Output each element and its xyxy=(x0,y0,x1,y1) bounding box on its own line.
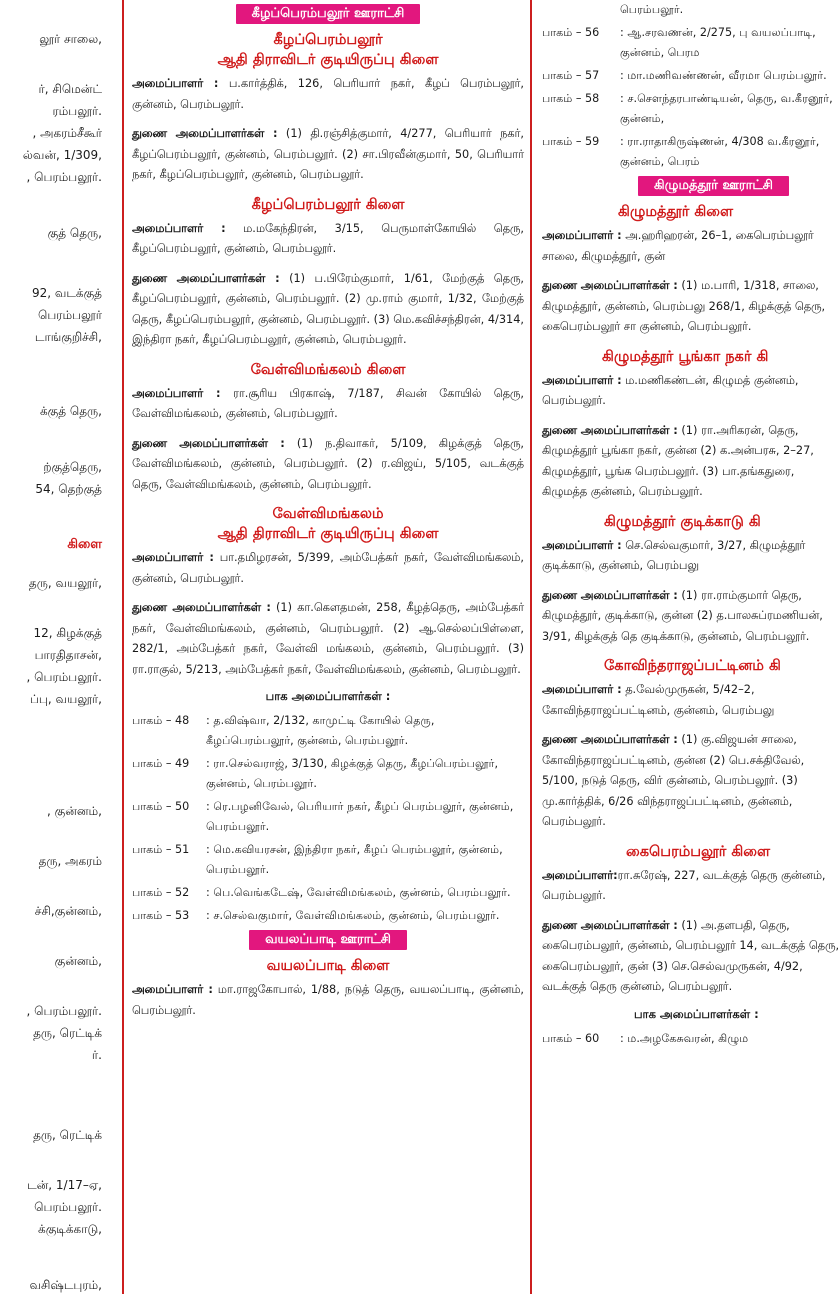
booth-row xyxy=(542,1029,840,1049)
text-fragment: , குன்னம், xyxy=(47,804,102,818)
text-fragment: வசிஷ்டபுரம், xyxy=(29,1278,102,1292)
role-label: அமைப்பாளர்: xyxy=(542,868,618,882)
text-fragment: லூர் சாலை, xyxy=(39,32,102,46)
text-fragment: ர், சிமென்ட் xyxy=(38,82,102,96)
text-fragment: டன், 1/17–ஏ, xyxy=(27,1178,102,1192)
text-fragment: டாங்குறிச்சி, xyxy=(34,330,102,344)
middle-column xyxy=(126,0,530,1294)
deputy-paragraph xyxy=(542,730,840,833)
role-text: (1) ப.பிரேம்குமார், 1/61, மேற்குத் தெரு, கீழப்பெரம்பலூர், குன்னம், பெரம்பலூர். (2) மு.ராம் குமார், 1/32, மேற்குத் தெரு, கீழப்பெரம்பலூர், குன்னம், பெரம்பலூர். (3) மெ.கவிச்சந்திரன், 4/314, இந்திரா நகர், கீழப்பெரம்பலூர், குன்னம், பெரம்பலூர். xyxy=(132,271,525,346)
booth-heading: பாக அமைப்பாளர்கள் : xyxy=(265,689,391,703)
branch-title: கிழுமத்தூர் கிளை xyxy=(618,204,734,220)
text-fragment: தரு, அகரம் xyxy=(38,854,102,868)
text-fragment: ரம்பலூர். xyxy=(52,104,102,118)
text-fragment: , பெரம்பலூர். xyxy=(26,1004,102,1018)
organizer-paragraph xyxy=(542,536,840,577)
text-fragment: க்குடிக்காடு, xyxy=(38,1222,102,1236)
role-text: (1) ரா.அரிகரன், தெரு, கிழுமத்தூர் பூங்கா நகர், குன்ன (2) க.அன்பரசு, 2–27, கிழுமத்தூர், பூங்க பெரம்பலூர். (3) பா.தங்கதுரை, கிழுமத்த குன்னம், பெரம்பலூர். xyxy=(542,423,814,498)
booth-text: பெரம்பலூர். xyxy=(620,3,684,16)
role-text: ரா.சுரேஷ், 227, வடக்குத் தெரு குன்னம், பெரம்பலூர். xyxy=(542,868,826,902)
text-fragment: 54, தெற்குத் xyxy=(35,482,102,496)
role-text: செ.செல்வகுமார், 3/27, கிழுமத்தூர் குடிக்காடு, குன்னம், பெரம்பலு xyxy=(542,538,806,572)
branch-title-line: கீழப்பெரம்பலூர் xyxy=(273,32,383,48)
role-label: அமைப்பாளர் : xyxy=(132,77,219,90)
deputy-paragraph xyxy=(132,269,524,351)
booth-row xyxy=(542,0,840,20)
column-divider-right xyxy=(530,0,532,1294)
text-fragment: ப்பு, வயலூர், xyxy=(29,692,102,706)
deputy-paragraph xyxy=(132,598,524,680)
section-banner: கீழப்பெரம்பலூர் ஊராட்சி xyxy=(236,4,421,24)
branch-title xyxy=(132,30,524,70)
role-text: மா.ராஜகோபால், 1/88, நடுத் தெரு, வயலப்பாடி, குன்னம், பெரம்பலூர். xyxy=(132,983,524,1017)
booth-row xyxy=(132,711,524,751)
booth-text: : ச.செல்வகுமார், வேள்விமங்கலம், குன்னம், பெரம்பலூர். xyxy=(206,909,500,922)
booth-list xyxy=(132,711,524,926)
booth-text: : ரா.ராதாகிருஷ்ணன், 4/308 வ.கீரனூர், குன்னம், பெரம் xyxy=(620,135,820,168)
deputy-paragraph xyxy=(542,586,840,648)
booth-number: பாகம் – 50 xyxy=(132,800,190,813)
role-label: அமைப்பாளர் : xyxy=(132,551,214,564)
role-label: துணை அமைப்பாளர்கள் : xyxy=(542,279,678,292)
branch-title xyxy=(132,504,524,544)
role-label: அமைப்பாளர் : xyxy=(132,386,221,400)
booth-row xyxy=(132,797,524,837)
column-divider-left xyxy=(122,0,124,1294)
branch-title: கோவிந்தராஜப்பட்டினம் கி xyxy=(604,658,781,674)
text-fragment: க்குத் தெரு, xyxy=(40,404,102,418)
organizer-paragraph xyxy=(132,384,524,425)
booth-text: : மெ.கவியரசன், இந்திரா நகர், கீழப் பெரம்பலூர், குன்னம், பெரம்பலூர். xyxy=(206,843,503,876)
booth-row xyxy=(542,23,840,63)
booth-number: பாகம் – 60 xyxy=(542,1031,600,1045)
branch-title: வயலப்பாடி கிளை xyxy=(266,958,390,974)
booth-text: : ரா.செல்வராஜ், 3/130, கிழக்குத் தெரு, கீழப்பெரம்பலூர், குன்னம், பெரம்பலூர். xyxy=(206,757,499,790)
deputy-paragraph xyxy=(132,434,524,496)
role-text: த.வேல்முருகன், 5/42–2, கோவிந்தராஜப்பட்டினம், குன்னம், பெரம்பலு xyxy=(542,683,775,717)
booth-row xyxy=(542,132,840,172)
role-text: ரா.சூரிய பிரகாஷ், 7/187, சிவன் கோயில் தெரு, வேள்விமங்கலம், குன்னம், பெரம்பலூர். xyxy=(132,386,524,420)
organizer-paragraph xyxy=(132,219,524,260)
booth-number: பாகம் – 57 xyxy=(542,69,600,82)
role-label: அமைப்பாளர் : xyxy=(132,221,226,235)
role-text: ம.மகேந்திரன், 3/15, பெருமாள்கோயில் தெரு, கீழப்பெரம்பலூர், குன்னம், பெரம்பலூர். xyxy=(132,221,524,255)
booth-number: பாகம் – 49 xyxy=(132,757,190,770)
booth-text: : ரெ.பழனிவேல், பெரியார் நகர், கீழப் பெரம்பலூர், குன்னம், பெரம்பலூர். xyxy=(206,800,514,833)
booth-row xyxy=(132,754,524,794)
booth-number: பாகம் – 53 xyxy=(132,909,190,922)
deputy-paragraph xyxy=(542,916,840,998)
left-column xyxy=(0,0,120,1294)
text-fragment: , பெரம்பலூர். xyxy=(26,170,102,184)
role-text: (1) கு.விஜயன் சாலை, கோவிந்தராஜப்பட்டினம், குன்ன (2) பெ.சக்திவேல், 5/100, நடுத் தெரு, விர் குன்னம், பெரம்பலூர். (3) மு.கார்த்திக், 6/26 விந்தராஜப்பட்டினம், குன்னம், பெரம்பலூர். xyxy=(542,733,805,828)
role-text: அ.ஹரிஹரன், 26–1, கைபெரம்பலூர் சாலை, கிழுமத்தூர், குன் xyxy=(542,229,814,263)
booth-heading: பாக அமைப்பாளர்கள் : xyxy=(634,1006,759,1021)
organizer-paragraph xyxy=(542,680,840,721)
role-label: அமைப்பாளர் : xyxy=(542,683,622,696)
branch-title: கிழுமத்தூர் குடிக்காடு கி xyxy=(604,513,761,530)
text-fragment: தரு, ரெட்டிக் xyxy=(33,1128,102,1142)
branch-title: கிழுமத்தூர் பூங்கா நகர் கி xyxy=(602,348,769,365)
text-fragment: 12, கிழக்குத் xyxy=(33,626,102,640)
role-label: துணை அமைப்பாளர்கள் : xyxy=(542,918,678,932)
branch-title-line: ஆதி திராவிடர் குடியிருப்பு கிளை xyxy=(217,526,439,542)
text-fragment: பெரம்பலூர் xyxy=(37,308,102,322)
role-text: (1) ந.திவாகர், 5/109, கிழக்குத் தெரு, வேள்விமங்கலம், குன்னம், பெரம்பலூர். (2) ர.விஜய், 5/105, வடக்குத் தெரு, வேள்விமங்கலம், குன்னம், பெரம்பலூர். xyxy=(132,436,524,491)
booth-row xyxy=(132,906,524,926)
booth-row xyxy=(132,883,524,903)
role-label: துணை அமைப்பாளர்கள் : xyxy=(132,436,285,450)
role-text: (1) ம.பாரி, 1/318, சாலை, கிழுமத்தூர், குன்னம், பெரம்பலு 268/1, கிழக்குத் தெரு, கைபெரம்பலூர் சா குன்னம், பெரம்பலூர். xyxy=(542,279,826,333)
role-label: அமைப்பாளர் : xyxy=(132,983,213,996)
role-text: ம.மணிகண்டன், கிழுமத் குன்னம், பெரம்பலூர். xyxy=(542,373,799,407)
fragment-heading: கிளை xyxy=(67,537,102,552)
booth-text: : த.விஷ்வா, 2/132, காமுட்டி கோயில் தெரு, கீழப்பெரம்பலூர், குன்னம், பெரம்பலூர். xyxy=(206,714,435,747)
booth-number: பாகம் – 52 xyxy=(132,886,190,899)
branch-title: வேள்விமங்கலம் கிளை xyxy=(250,361,406,378)
branch-title-line: வேள்விமங்கலம் xyxy=(272,506,384,522)
booth-text: : ச.சௌந்தரபாண்டியன், தெரு, வ.கீரனூர், குன்னம், xyxy=(620,92,833,125)
role-label: அமைப்பாளர் : xyxy=(542,229,622,242)
text-fragment: , அகரம்சீகூர் xyxy=(32,126,102,140)
booth-number: பாகம் – 51 xyxy=(132,843,190,856)
branch-title-line: ஆதி திராவிடர் குடியிருப்பு கிளை xyxy=(217,52,439,68)
role-label: துணை அமைப்பாளர்கள் : xyxy=(132,127,278,140)
text-fragment: 92, வடக்குத் xyxy=(31,286,102,300)
booth-text: : ம.அழகேசுவரன், கிழும xyxy=(620,1031,749,1045)
role-text: (1) ரா.ராம்குமார் தெரு, கிழுமத்தூர், குடிக்காடு, குன்ன (2) த.பாலசுப்ரமணியன், 3/91, கிழக்குத் தெ குடிக்காடு, குன்னம், பெரம்பலூர். xyxy=(542,588,823,643)
role-text: (1) தி.ரஞ்சித்குமார், 4/277, பெரியார் நகர், கீழப்பெரம்பலூர், குன்னம், பெரம்பலூர். (2) சா.பிரவீன்குமார், 50, பெரியார் நகர், கீழப்பெரம்பலூர், குன்னம், பெரம்பலூர். xyxy=(132,127,525,181)
booth-text: : மா.மணிவண்ணன், வீரமா பெரம்பலூர். xyxy=(620,69,827,82)
deputy-paragraph xyxy=(542,276,840,338)
text-fragment: ச்சி,குன்னம், xyxy=(34,904,102,918)
text-fragment: ல்வன், 1/309, xyxy=(22,148,102,162)
booth-number: பாகம் – 59 xyxy=(542,135,600,148)
role-label: துணை அமைப்பாளர்கள் : xyxy=(542,733,678,746)
text-fragment: பெரம்பலூர். xyxy=(34,1200,102,1214)
role-label: துணை அமைப்பாளர்கள் : xyxy=(542,423,678,437)
role-text: ப.கார்த்திக், 126, பெரியார் நகர், கீழப் பெரம்பலூர், குன்னம், பெரம்பலூர். xyxy=(132,77,524,111)
deputy-paragraph xyxy=(542,421,840,503)
text-fragment: ர். xyxy=(91,1048,102,1062)
booth-number: பாகம் – 56 xyxy=(542,26,600,39)
text-fragment: பாரதிதாசன், xyxy=(34,648,102,662)
booth-number: பாகம் – 48 xyxy=(132,714,190,727)
right-column xyxy=(534,0,840,1294)
text-fragment: குன்னம், xyxy=(54,954,102,968)
organizer-paragraph xyxy=(132,548,524,589)
text-fragment: தரு, ரெட்டிக் xyxy=(33,1026,102,1040)
booth-row xyxy=(542,66,840,86)
booth-list xyxy=(542,23,840,172)
organizer-paragraph xyxy=(542,371,840,412)
deputy-paragraph xyxy=(132,124,524,186)
text-fragment: தரு, வயலூர், xyxy=(28,576,102,590)
branch-title: கைபெரம்பலூர் கிளை xyxy=(626,843,771,860)
organizer-paragraph xyxy=(542,866,840,907)
booth-row xyxy=(542,89,840,129)
role-label: துணை அமைப்பாளர்கள் : xyxy=(132,601,271,614)
branch-title: கீழப்பெரம்பலூர் கிளை xyxy=(251,196,405,213)
section-banner: வயலப்பாடி ஊராட்சி xyxy=(249,930,407,950)
organizer-paragraph xyxy=(132,980,524,1021)
booth-number: பாகம் – 58 xyxy=(542,92,600,105)
role-text: (1) அ.தளபதி, தெரு, கைபெரம்பலூர், குன்னம், பெரம்பலூர் 14, வடக்குத் தெரு, கைபெரம்பலூர், குன் (3) செ.செல்வமுருகன், 4/92, வடக்குத் தெரு குன்னம், பெரம்பலூர். xyxy=(542,918,840,993)
organizer-paragraph xyxy=(542,226,840,267)
booth-row xyxy=(132,840,524,880)
booth-text: : ஆ.சரவணன், 2/275, பு வயலப்பாடி, குன்னம், பெரம xyxy=(620,26,816,59)
organizer-paragraph xyxy=(132,74,524,115)
role-label: அமைப்பாளர் : xyxy=(542,538,622,552)
booth-text: : பெ.வெங்கடேஷ், வேள்விமங்கலம், குன்னம், பெரம்பலூர். xyxy=(206,886,511,899)
section-banner: கிழுமத்தூர் ஊராட்சி xyxy=(638,176,789,196)
role-label: துணை அமைப்பாளர்கள் : xyxy=(132,271,280,285)
role-text: பா.தமிழரசன், 5/399, அம்பேத்கர் நகர், வேள்விமங்கலம், குன்னம், பெரம்பலூர். xyxy=(132,551,524,585)
text-fragment: குத் தெரு, xyxy=(47,226,102,240)
role-label: துணை அமைப்பாளர்கள் : xyxy=(542,588,678,602)
text-fragment: ற்குத்தெரு, xyxy=(43,460,102,474)
text-fragment: , பெரம்பலூர். xyxy=(26,670,102,684)
role-label: அமைப்பாளர் : xyxy=(542,373,622,387)
role-text: (1) கா.கௌதமன், 258, கீழத்தெரு, அம்பேத்கர் நகர், வேள்விமங்கலம், குன்னம், பெரம்பலூர். (2) ஆ.செல்லப்பிள்ளை, 282/1, அம்பேத்கர் நகர், வேள்வி மங்கலம், குன்னம், பெரம்பலூர். (3) ரா.ராகுல், 5/213, அம்பேத்கர் நகர், வேள்விமங்கலம், குன்னம், பெரம்பலூர். xyxy=(132,601,525,676)
